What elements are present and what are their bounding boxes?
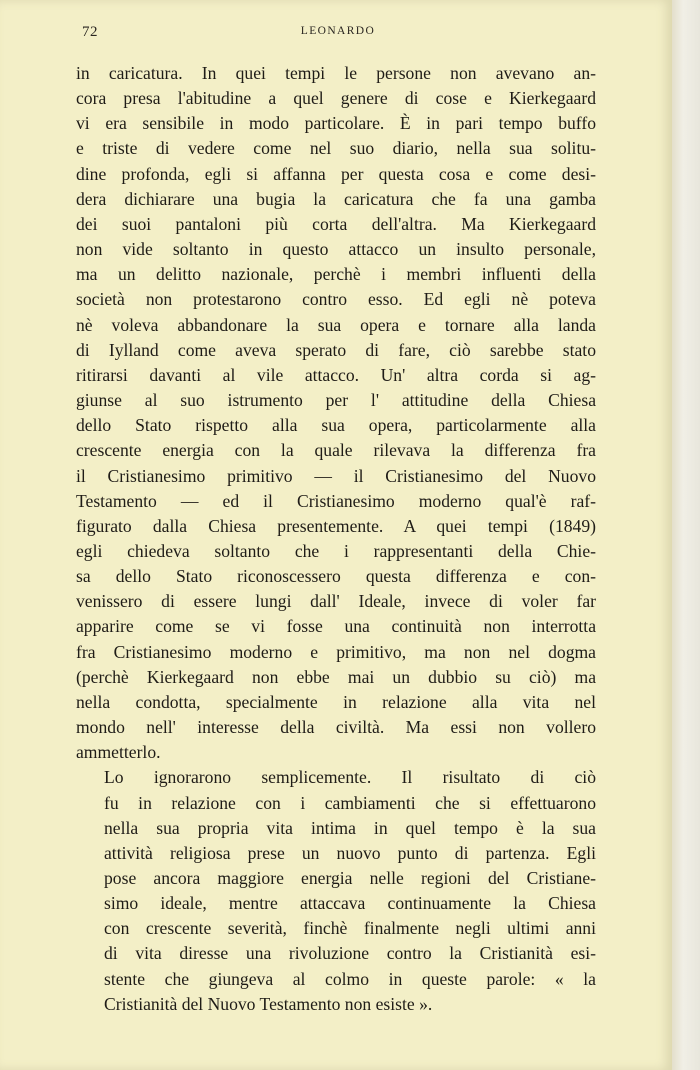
text-line: sa dello Stato riconoscessero questa differenza e con- [76, 566, 596, 587]
page-edge [672, 0, 700, 1070]
text-line: stente che giungeva al colmo in queste parole: « la [104, 968, 596, 989]
text-line: simo ideale, mentre attaccava continuamente la Chiesa [104, 893, 596, 914]
text-line: dello Stato rispetto alla sua opera, particolarmente alla [76, 415, 596, 436]
text-line: (perchè Kierkegaard non ebbe mai un dubbio su ciò) ma [76, 666, 596, 687]
page-header [82, 24, 594, 44]
text-line: ammetterlo. [76, 742, 161, 763]
text-line: mondo nell' interesse della civiltà. Ma essi non vollero [76, 717, 596, 738]
text-line: fu in relazione con i cambiamenti che si effettuarono [104, 792, 596, 813]
text-line: ma un delitto nazionale, perchè i membri influenti della [76, 264, 596, 285]
text-line: con crescente severità, finchè finalmente negli ultimi anni [104, 918, 596, 939]
text-line: il Cristianesimo primitivo — il Cristianesimo del Nuovo [76, 465, 596, 486]
text-line: nè voleva abbandonare la sua opera e tornare alla landa [76, 314, 596, 335]
text-line: e triste di vedere come nel suo diario, nella sua solitu- [76, 138, 596, 159]
text-line: Lo ignorarono semplicemente. Il risultato di ciò [104, 767, 596, 788]
text-line: crescente energia con la quale rilevava la differenza fra [76, 440, 596, 461]
paragraph-1 [76, 61, 596, 765]
text-line: ritirarsi davanti al vile attacco. Un' altra corda si ag- [76, 364, 596, 385]
text-line: fra Cristianesimo moderno e primitivo, ma non nel dogma [76, 641, 596, 662]
text-line: in caricatura. In quei tempi le persone non avevano an- [76, 63, 596, 83]
text-line: figurato dalla Chiesa presentemente. A quei tempi (1849) [76, 515, 596, 536]
text-line: vi era sensibile in modo particolare. È in pari tempo buffo [76, 113, 596, 134]
text-line: attività religiosa prese un nuovo punto di partenza. Egli [104, 842, 596, 863]
text-line: egli chiedeva soltanto che i rappresentanti della Chie- [76, 540, 596, 561]
text-line: pose ancora maggiore energia nelle regioni del Cristiane- [104, 868, 596, 888]
running-title: LEONARDO [300, 25, 376, 37]
text-line: nella sua propria vita intima in quel tempo è la sua [104, 817, 596, 838]
text-line: nella condotta, specialmente in relazione alla vita nel [76, 691, 596, 712]
paragraph-2 [76, 765, 596, 1017]
text-line: giunse al suo istrumento per l' attitudine della Chiesa [76, 390, 596, 411]
text-line: apparire come se vi fosse una continuità non interrotta [76, 616, 596, 637]
text-line: non vide soltanto in questo attacco un insulto personale, [76, 239, 596, 260]
text-line: di vita diresse una rivoluzione contro la Cristianità esi- [104, 943, 596, 964]
text-body [76, 61, 596, 1017]
text-line: Testamento — ed il Cristianesimo moderno qual'è raf- [76, 490, 596, 511]
text-line: di Iylland come aveva sperato di fare, ciò sarebbe stato [76, 339, 596, 360]
text-line: dera dichiarare una bugia la caricatura che fa una gamba [76, 188, 596, 209]
text-line: dei suoi pantaloni più corta dell'altra. Ma Kierkegaard [76, 213, 596, 234]
text-line: cora presa l'abitudine a quel genere di cose e Kierkegaard [76, 88, 596, 109]
page-number: 72 [82, 24, 98, 40]
text-line: venissero di essere lungi dall' Ideale, invece di voler far [76, 591, 596, 612]
text-line: società non protestarono contro esso. Ed egli nè poteva [76, 289, 596, 310]
text-line: Cristianità del Nuovo Testamento non esiste ». [104, 993, 433, 1014]
text-line: dine profonda, egli si affanna per questa cosa e come desi- [76, 163, 596, 184]
